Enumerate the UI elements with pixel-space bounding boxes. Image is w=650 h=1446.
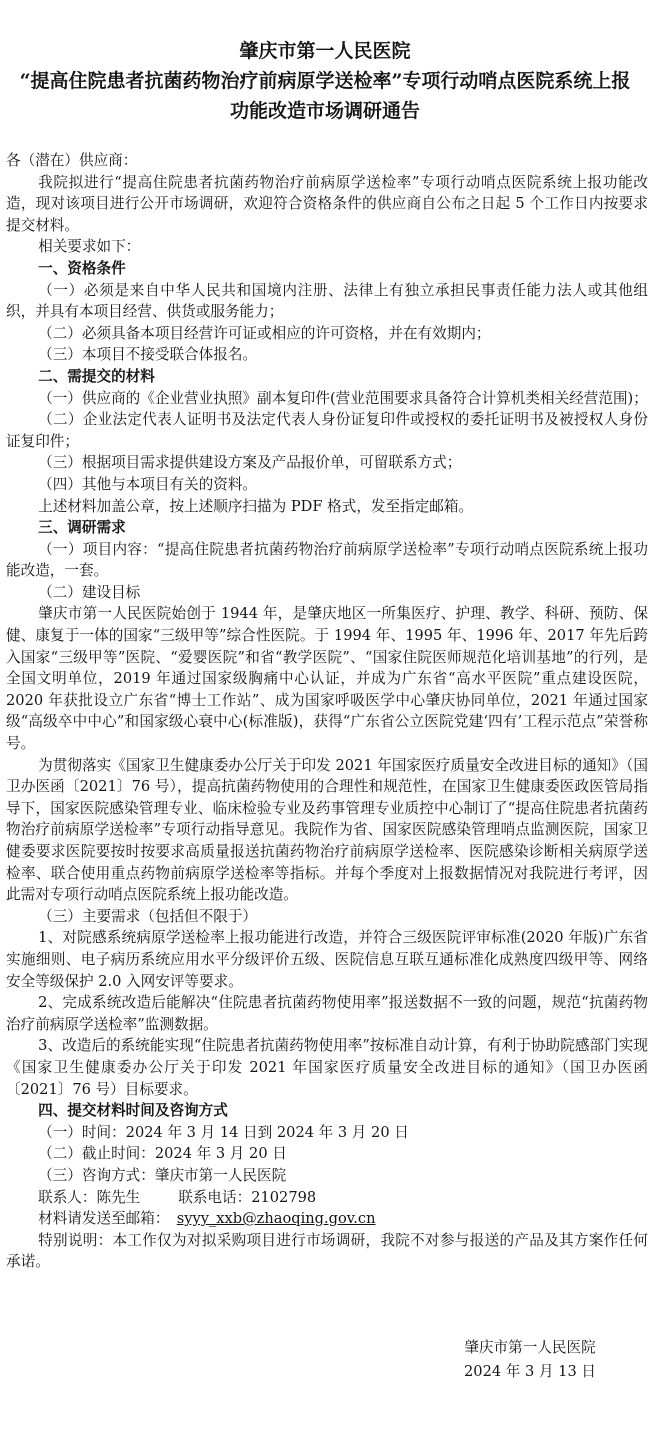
contact-person: 联系人：陈先生	[38, 1188, 141, 1206]
document-title	[0, 36, 650, 126]
section-2-note: 上述材料加盖公章，按上述顺序扫描为 PDF 格式，发至指定邮箱。	[38, 497, 474, 515]
signature-org: 肇庆市第一人民医院	[464, 1339, 596, 1356]
submission-deadline: （二）截止时间：2024 年 3 月 20 日	[38, 1145, 287, 1163]
title-line-1: 肇庆市第一人民医院	[239, 40, 411, 62]
section-3-heading: 三、调研需求	[38, 519, 126, 537]
requirements-intro: 相关要求如下：	[38, 238, 141, 256]
main-requirement-item: 1、对院感系统病原学送检率上报功能进行改造，并符合三级医院评审标准(2020 年版)广东省实施细则、电子病历系统应用水平分级评价五级、医院信息互联互通标准化成熟度四级甲等、网络安全等级保护 2.0 入网安评等要求。	[6, 929, 648, 990]
section-2-item: （三）根据项目需求提供建设方案及产品报价单，可留联系方式；	[38, 454, 462, 472]
signature-date: 2024 年 3 月 13 日	[464, 1363, 596, 1380]
goal-paragraph-1: 肇庆市第一人民医院始创于 1944 年，是肇庆地区一所集医疗、护理、教学、科研、预防、保健、康复于一体的国家“三级甲等”综合性医院。于 1994 年、1995 年、1996 年、2017 年先后跨入国家“三级甲等”医院、“爱婴医院”和省“教学医院”、“国家住院医师规范化培训基地”的行列，是全国文明单位，2019 年通过国家级胸痛中心认证，并成为广东省“高水平医院”重点建设医院，2020 年获批设立广东省“博士工作站”、成为国家呼吸医学中心肇庆协同单位，2021 年通过国家级“高级卒中中心”和国家级心衰中心(标准版)，获得“广东省公立医院党建‘四有’工程示范点”荣誉称号。	[6, 605, 648, 753]
submission-time: （一）时间：2024 年 3 月 14 日到 2024 年 3 月 20 日	[38, 1123, 409, 1141]
contact-line	[6, 1187, 648, 1209]
main-requirement-item: 2、完成系统改造后能解决“住院患者抗菌药物使用率”报送数据不一致的问题，规范“抗菌药物治疗前病原学送检率”监测数据。	[6, 994, 648, 1033]
section-2-item: （一）供应商的《企业营业执照》副本复印件(营业范围要求具备符合计算机类相关经营范围)；	[38, 389, 648, 407]
document-body	[6, 150, 648, 1273]
section-2-heading: 二、需提交的材料	[38, 367, 155, 385]
section-2-item: （二）企业法定代表人证明书及法定代表人身份证复印件或授权的委托证明书及被授权人身份证复印件；	[6, 411, 648, 450]
consultation-method: （三）咨询方式：肇庆市第一人民医院	[38, 1166, 287, 1184]
intro-paragraph: 我院拟进行“提高住院患者抗菌药物治疗前病原学送检率”专项行动哨点医院系统上报功能改造，现对该项目进行公开市场调研，欢迎符合资格条件的供应商自公布之日起 5 个工作日内按要求提交材料。	[6, 173, 648, 234]
goal-paragraph-2: 为贯彻落实《国家卫生健康委办公厅关于印发 2021 年国家医疗质量安全改进目标的通知》（国卫办医函〔2021〕76 号），提高抗菌药物使用的合理性和规范性，在国家卫生健康委医政医管局指导下，国家医院感染管理专业、临床检验专业及药事管理专业质控中心制订了“提高住院患者抗菌药物治疗前病原学送检率”专项行动指导意见。我院作为省、国家医院感染管理哨点监测医院，国家卫健委要求医院要按时按要求高质量报送抗菌药物治疗前病原学送检率、医院感染诊断相关病原学送检率、联合使用重点药物前病原学送检率等指标。并每个季度对上报数据情况对我院进行考评，因此需对专项行动哨点医院系统上报功能改造。	[6, 756, 648, 904]
goal-heading: （二）建设目标	[38, 583, 141, 601]
salutation: 各（潜在）供应商：	[6, 152, 138, 169]
section-1-heading: 一、资格条件	[38, 259, 126, 277]
section-1-item: （一）必须是来自中华人民共和国境内注册、法律上有独立承担民事责任能力法人或其他组织，并具有本项目经营、供货或服务能力；	[6, 281, 648, 321]
email-link[interactable]: syyy_xxb@zhaoqing.gov.cn	[176, 1210, 376, 1228]
section-1-item: （三）本项目不接受联合体报名。	[38, 346, 258, 364]
project-content: （一）项目内容：“提高住院患者抗菌药物治疗前病原学送检率”专项行动哨点医院系统上报功能改造，一套。	[6, 540, 648, 580]
signature-block	[464, 1336, 596, 1384]
contact-phone: 联系电话：2102798	[178, 1188, 317, 1206]
main-requirements-heading: （三）主要需求（包括但不限于）	[38, 907, 258, 925]
main-requirement-item: 3、改造后的系统能实现“住院患者抗菌药物使用率”按标准自动计算，有利于协助院感部门实现《国家卫生健康委办公厅关于印发 2021 年国家医疗质量安全改进目标的通知》（国卫办医函〔2021〕76 号）目标要求。	[6, 1037, 648, 1098]
special-note: 特别说明：本工作仅为对拟采购项目进行市场调研，我院不对参与报送的产品及其方案作任何承诺。	[6, 1231, 648, 1271]
section-2-item: （四）其他与本项目有关的资料。	[38, 475, 258, 493]
email-label: 材料请发送至邮箱：	[38, 1210, 170, 1228]
email-line	[6, 1208, 648, 1230]
section-4-heading: 四、提交材料时间及咨询方式	[38, 1102, 228, 1120]
title-line-2: “提高住院患者抗菌药物治疗前病原学送检率”专项行动哨点医院系统上报	[19, 70, 631, 92]
section-1-item: （二）必须具备本项目经营许可证或相应的许可资格，并在有效期内；	[38, 324, 491, 342]
title-line-3: 功能改造市场调研通告	[229, 100, 420, 122]
